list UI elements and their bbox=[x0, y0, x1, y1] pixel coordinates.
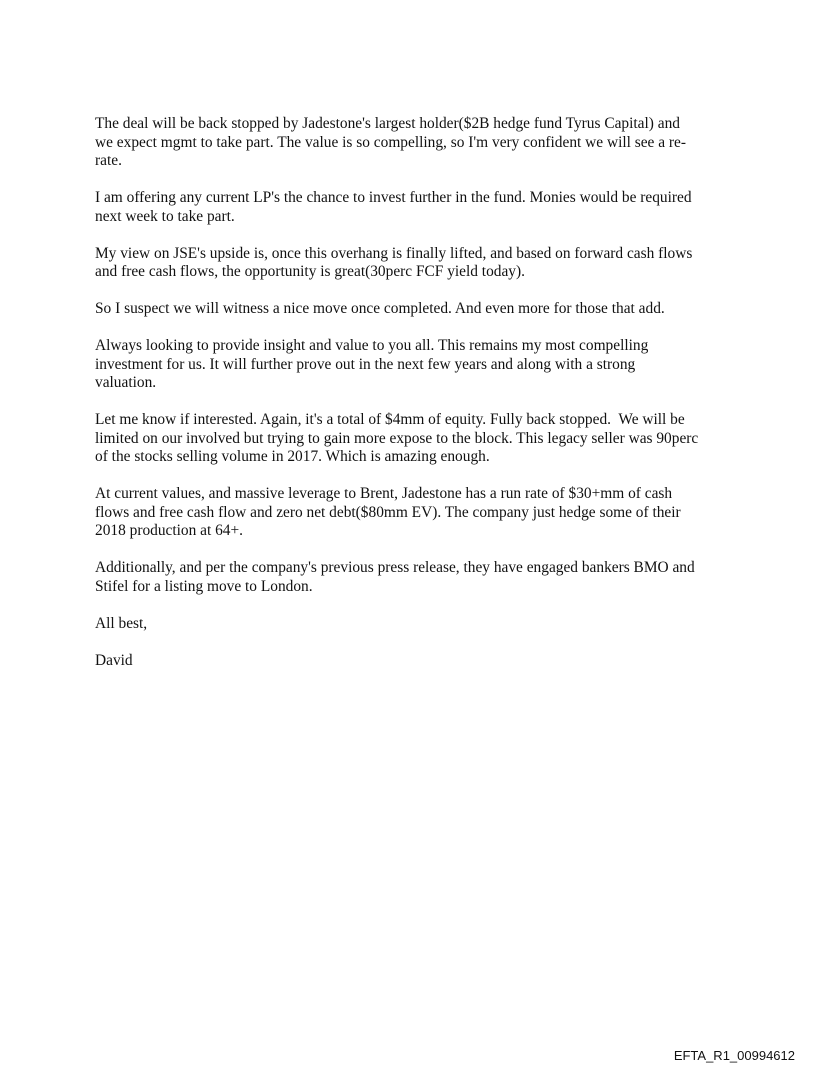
text-line: I am offering any current LP's the chance to invest further in the fund. Monies would be required bbox=[95, 189, 692, 206]
text-line: 2018 production at 64+. bbox=[95, 522, 244, 539]
text-line: David bbox=[95, 651, 133, 669]
paragraph-deal-backstop bbox=[95, 115, 725, 171]
signature-name bbox=[95, 652, 725, 671]
text-line: The deal will be back stopped by Jadestone's largest holder($2B hedge fund Tyrus Capital) and bbox=[95, 115, 680, 132]
paragraph-expected-move bbox=[95, 300, 725, 319]
letter-body bbox=[95, 115, 725, 689]
text-line: rate. bbox=[95, 152, 122, 169]
text-line: At current values, and massive leverage to Brent, Jadestone has a run rate of $30+mm of cash bbox=[95, 485, 673, 502]
paragraph-interest-request bbox=[95, 411, 725, 467]
paragraph-current-values bbox=[95, 485, 725, 541]
paragraph-upside-view bbox=[95, 245, 725, 282]
text-line: All best, bbox=[95, 614, 148, 632]
closing-salutation bbox=[95, 615, 725, 634]
paragraph-listing-move bbox=[95, 559, 725, 596]
text-line: Stifel for a listing move to London. bbox=[95, 577, 313, 595]
text-line: Additionally, and per the company's previous press release, they have engaged bankers BMO and bbox=[95, 559, 695, 576]
document-id-stamp: EFTA_R1_00994612 bbox=[673, 1048, 795, 1063]
text-line: flows and free cash flow and zero net debt($80mm EV). The company just hedge some of their bbox=[95, 503, 681, 521]
text-line: Always looking to provide insight and value to you all. This remains my most compelling bbox=[95, 337, 649, 354]
text-line: investment for us. It will further prove out in the next few years and along with a strong bbox=[95, 355, 636, 373]
text-line: My view on JSE's upside is, once this overhang is finally lifted, and based on forward cash flows bbox=[95, 244, 693, 262]
text-line: next week to take part. bbox=[95, 207, 235, 225]
text-line: So I suspect we will witness a nice move once completed. And even more for those that add. bbox=[95, 300, 665, 317]
paragraph-insight bbox=[95, 337, 725, 393]
text-line: and free cash flows, the opportunity is great(30perc FCF yield today). bbox=[95, 263, 525, 280]
text-line: Let me know if interested. Again, it's a total of $4mm of equity. Fully back stopped. We will be bbox=[95, 411, 685, 428]
text-line: limited on our involved but trying to gain more expose to the block. This legacy seller was 90perc bbox=[95, 429, 699, 447]
text-line: of the stocks selling volume in 2017. Which is amazing enough. bbox=[95, 448, 490, 465]
text-line: valuation. bbox=[95, 374, 157, 391]
paragraph-lp-offer bbox=[95, 189, 725, 226]
text-line: we expect mgmt to take part. The value is so compelling, so I'm very confident we will see a re- bbox=[95, 133, 686, 151]
